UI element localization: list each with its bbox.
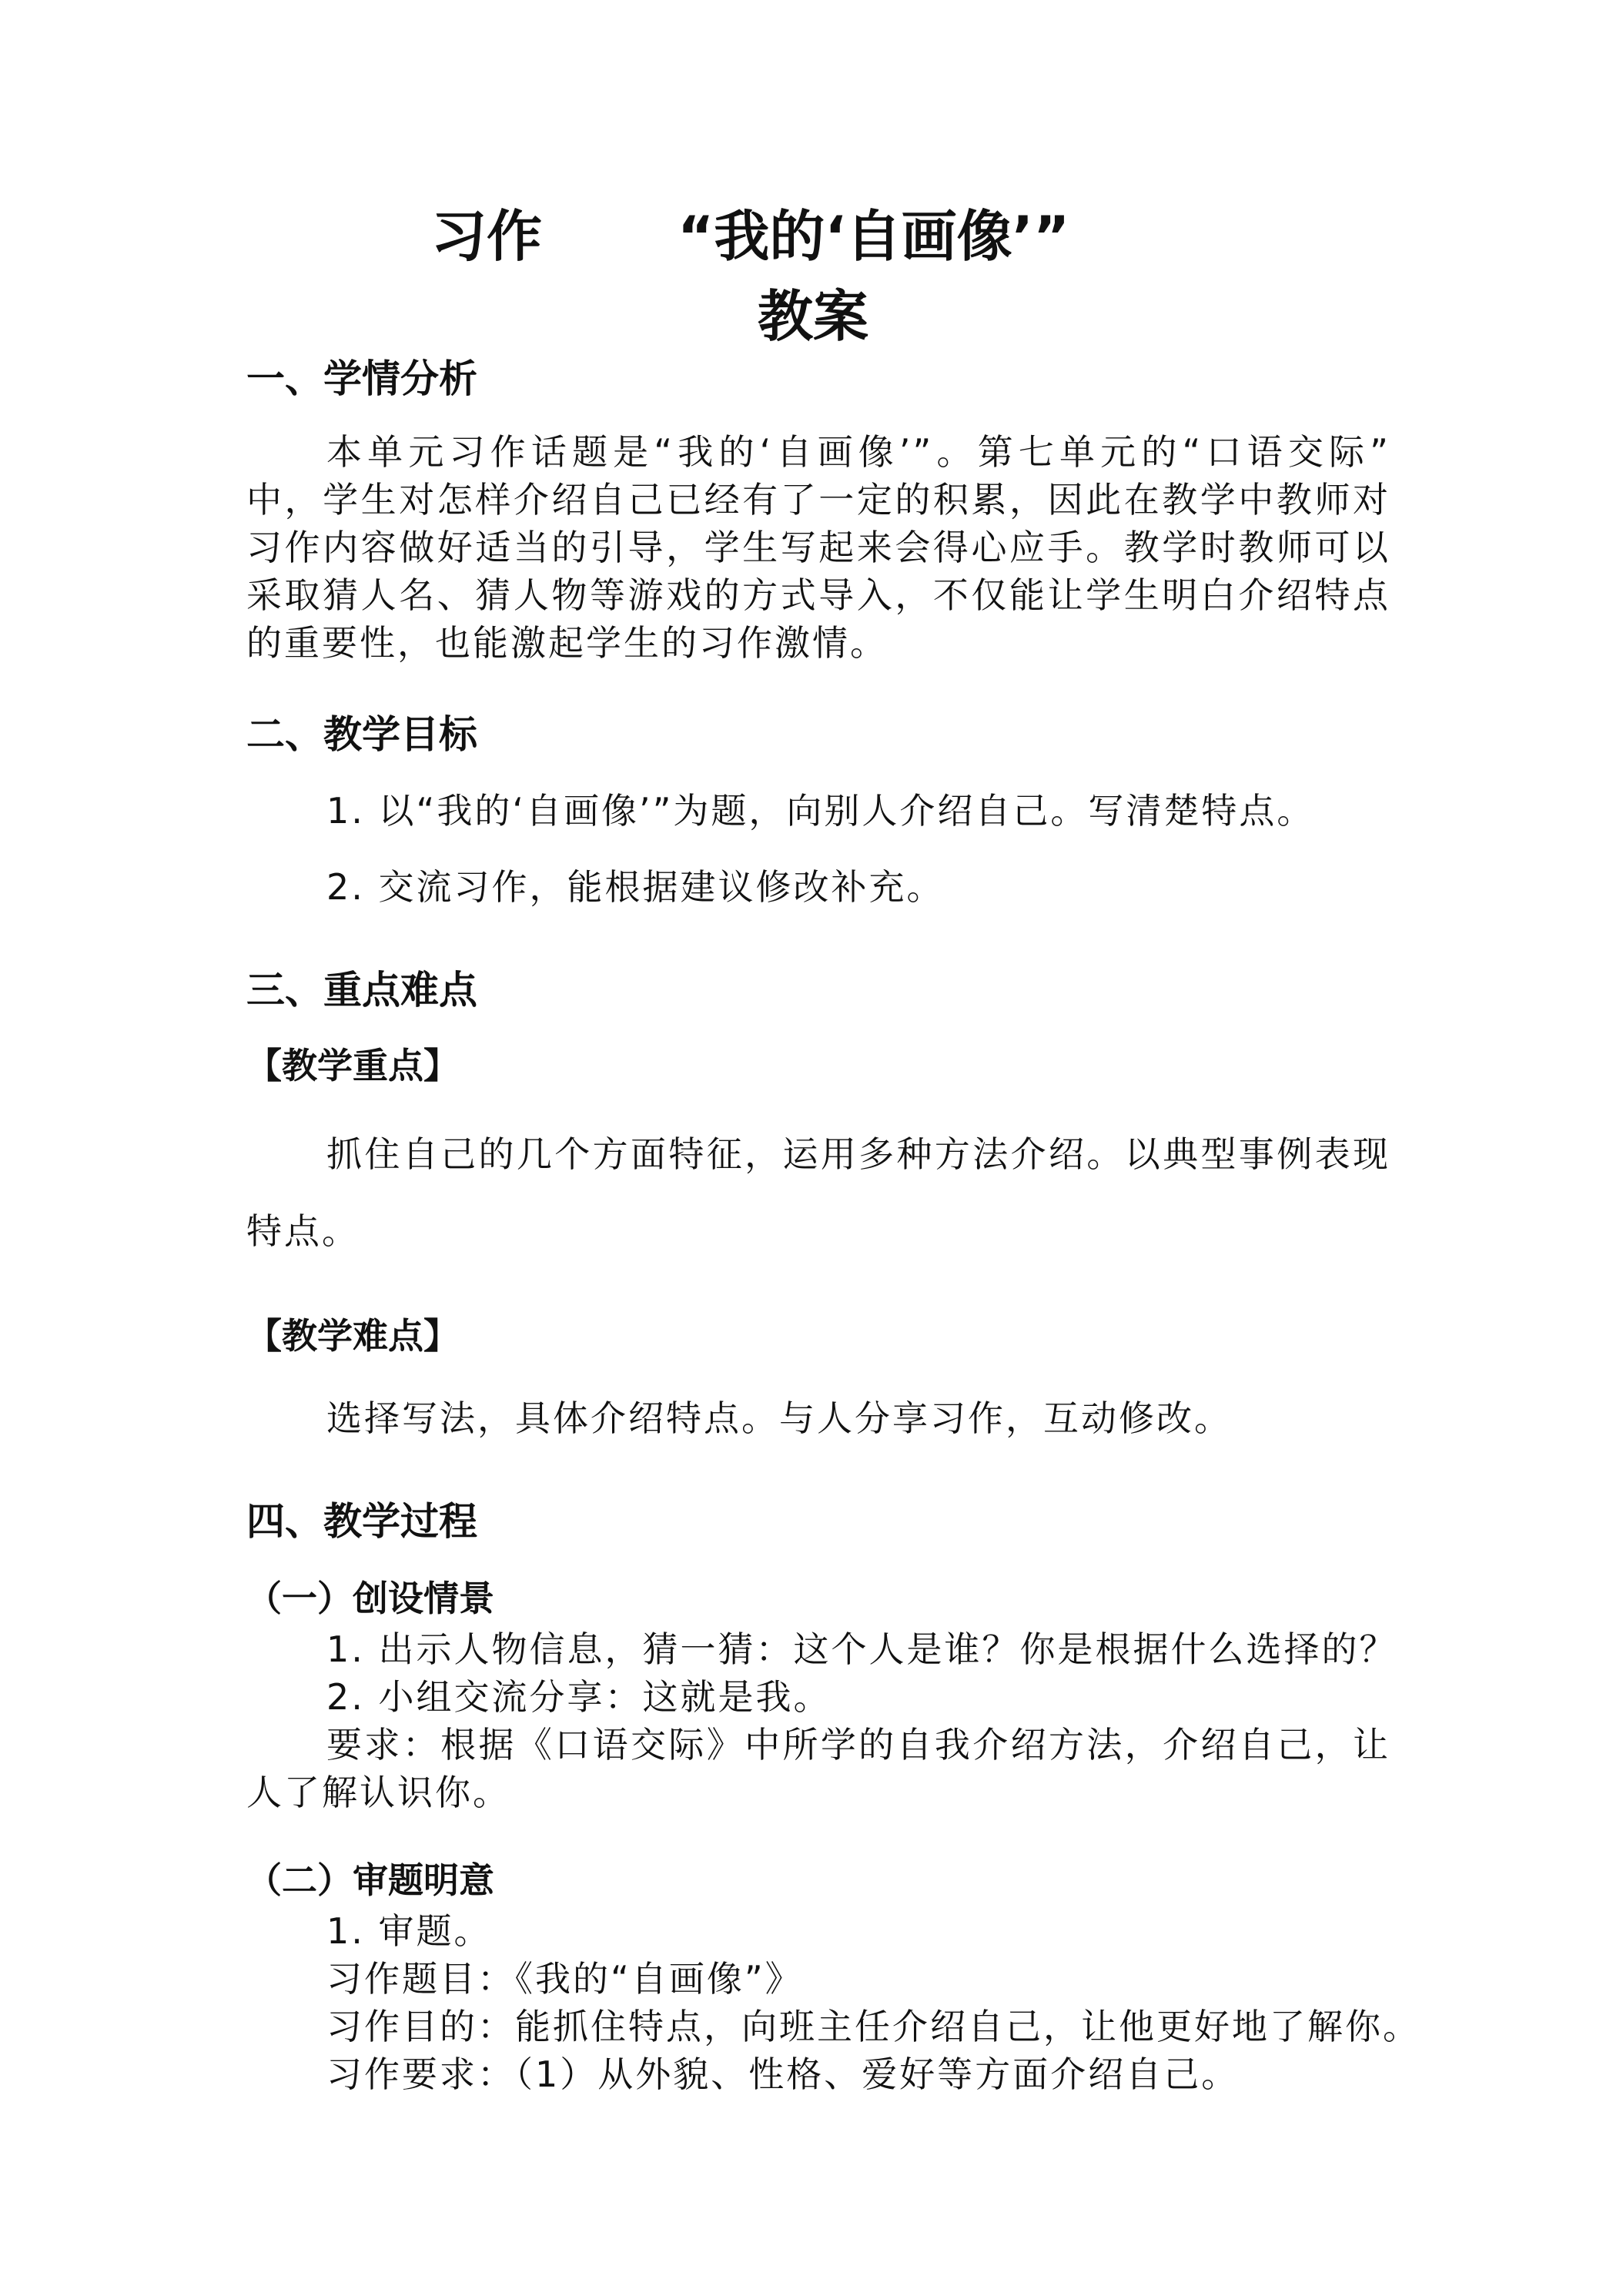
process-line-1: 1. 出示人物信息，猜一猜：这个人是谁？你是根据什么选择的？	[326, 1628, 1397, 1670]
label-teaching-key: 【教学重点】	[246, 1045, 459, 1086]
review-line-2: 习作题目：《我的“自画像”》	[326, 1958, 803, 2000]
difficulty-text: 选择写法，具体介绍特点。与人分享习作，互动修改。	[326, 1397, 1232, 1439]
title-topic: “我的‘自画像’”	[678, 204, 1070, 269]
process-line-2: 2. 小组交流分享：这就是我。	[326, 1676, 832, 1718]
heading-key-difficult-points: 三、重点难点	[246, 968, 477, 1012]
heading-learning-analysis: 一、学情分析	[246, 356, 477, 401]
process-line-3: 要求：根据《口语交际》中所学的自我介绍方法，介绍自己，让	[326, 1724, 1390, 1766]
paragraph-line-5: 的重要性，也能激起学生的习作激情。	[246, 622, 888, 664]
subheading-review-topic: （二）审题明意	[246, 1859, 494, 1901]
paragraph-line-4: 采取猜人名、猜人物等游戏的方式导入，不仅能让学生明白介绍特点	[246, 574, 1390, 616]
key-line-2: 特点。	[246, 1210, 360, 1252]
review-line-4: 习作要求：（1）从外貌、性格、爱好等方面介绍自己。	[326, 2053, 1240, 2095]
title-lesson-plan: 教案	[758, 284, 869, 349]
heading-teaching-goals: 二、教学目标	[246, 712, 477, 757]
subheading-create-scene: （一）创设情景	[246, 1578, 494, 1619]
paragraph-line-2: 中，学生对怎样介绍自己已经有了一定的积累，因此在教学中教师对	[246, 479, 1390, 520]
goal-item-2: 2. 交流习作，能根据建议修改补充。	[326, 866, 945, 908]
process-line-4: 人了解认识你。	[246, 1772, 510, 1813]
review-line-3: 习作目的：能抓住特点，向班主任介绍自己，让他更好地了解你。	[326, 2006, 1421, 2047]
paragraph-line-3: 习作内容做好适当的引导，学生写起来会得心应手。教学时教师可以	[246, 527, 1390, 568]
paragraph-line-1: 本单元习作话题是“我的‘自画像’”。第七单元的“口语交际”	[326, 431, 1390, 473]
heading-teaching-process: 四、教学过程	[246, 1499, 477, 1544]
key-line-1: 抓住自己的几个方面特征，运用多种方法介绍。以典型事例表现	[326, 1133, 1390, 1175]
title-prefix: 习作	[431, 204, 543, 269]
label-teaching-difficulty: 【教学难点】	[246, 1315, 459, 1357]
goal-item-1: 1. 以“我的‘自画像’”为题，向别人介绍自己。写清楚特点。	[326, 790, 1315, 832]
review-line-1: 1. 审题。	[326, 1910, 492, 1952]
